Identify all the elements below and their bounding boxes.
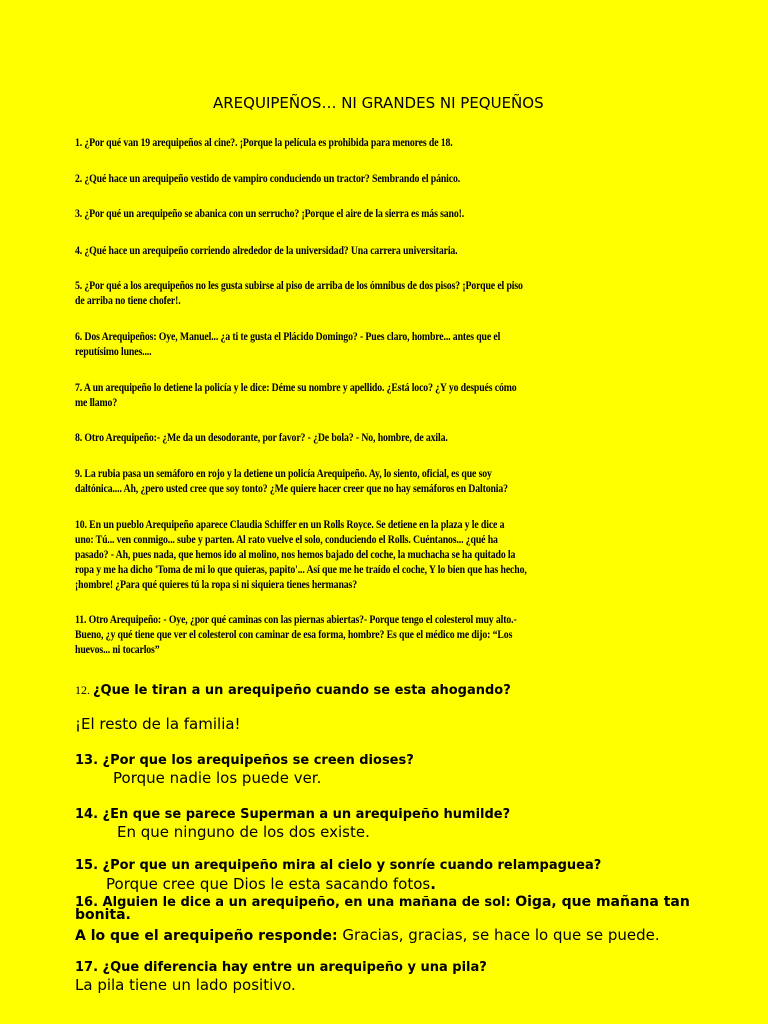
joke-item-5-line-1: 5. ¿Por qué a los arequipeños no les gusta subirse al piso de arriba de los ómnibus de dos pisos? ¡Porque el piso [75,280,523,292]
joke-item-14-question: 14. ¿En que se parece Superman a un arequipeño humilde? [75,807,511,822]
joke-item-12-text: ¿Que le tiran a un arequipeño cuando se esta ahogando? [93,683,511,698]
joke-item-5-line-2: de arriba no tiene chofer!. [75,295,181,307]
joke-item-16-lead: A lo que el arequipeño responde: [75,928,338,944]
joke-item-17-answer: La pila tiene un lado positivo. [75,976,296,994]
joke-item-9-line-1: 9. La rubia pasa un semáforo en rojo y la detiene un policía Arequipeño. Ay, lo siento, oficial, es que soy [75,468,492,480]
joke-item-7-line-2: me llamo? [75,397,118,409]
joke-item-12-question [75,679,511,698]
joke-item-16-answer-text: Gracias, gracias, se hace lo que se puede. [337,926,660,944]
joke-item-10-line-4: ropa y me ha dicho 'Toma de mi lo que quieras, papito'... Así que me he traído el coche, Y lo bien que has hecho, [75,564,527,576]
joke-item-10-line-2: uno: Tú... ven conmigo... sube y parten. Al rato vuelve el solo, conduciendo el Rolls. Cuéntanos... ¿qué ha [75,534,498,546]
joke-item-11-line-1: 11. Otro Arequipeño: - Oye, ¿por qué caminas con las piernas abiertas?- Porque tengo el colesterol muy alto.- [75,614,517,626]
joke-item-11-line-2: Bueno, ¿y qué tiene que ver el colesterol con caminar de esa forma, hombre? Es que el médico me dijo: “Los [75,629,513,641]
joke-item-2: 2. ¿Qué hace un arequipeño vestido de vampiro conduciendo un tractor? Sembrando el pánico. [75,173,461,185]
joke-item-13-question: 13. ¿Por que los arequipeños se creen dioses? [75,753,414,768]
joke-item-10-line-1: 10. En un pueblo Arequipeño aparece Claudia Schiffer en un Rolls Royce. Se detiene en la plaza y le dice a [75,519,505,531]
joke-item-16-question-c: bonita. [75,907,131,923]
joke-item-12-number: 12. [75,683,93,697]
joke-item-15-question: 15. ¿Por que un arequipeño mira al cielo y sonríe cuando relampaguea? [75,858,602,873]
joke-item-1: 1. ¿Por qué van 19 arequipeños al cine?. ¡Porque la película es prohibida para menores de 18. [75,137,453,149]
joke-item-13-answer: Porque nadie los puede ver. [113,769,322,787]
joke-item-16-question-a: 16. Alguien le dice a un arequipeño, en una mañana de sol: [75,895,516,910]
joke-item-11-line-3: huevos... ni tocarlos” [75,644,160,656]
page-title: AREQUIPEÑOS… NI GRANDES NI PEQUEÑOS [213,94,544,112]
joke-item-16-question [75,891,690,910]
joke-item-16-answer [75,925,660,944]
joke-item-4: 4. ¿Qué hace un arequipeño corriendo alrededor de la universidad? Una carrera universitaria. [75,245,458,257]
joke-item-10-line-5: ¡hombre! ¿Para qué quieres tú la ropa si ni siquiera tienes hermanas? [75,579,357,591]
joke-item-15-answer-text: Porque cree que Dios le esta sacando fotos [106,875,431,893]
joke-item-17-question: 17. ¿Que diferencia hay entre un arequipeño y una pila? [75,960,487,975]
joke-item-7-line-1: 7. A un arequipeño lo detiene la policía y le dice: Déme su nombre y apellido. ¿Está loco? ¿Y yo después cómo [75,382,517,394]
joke-item-14-answer: En que ninguno de los dos existe. [117,823,370,841]
joke-item-6-line-2: reputísimo lunes.... [75,346,152,358]
joke-item-10-line-3: pasado? - Ah, pues nada, que hemos ido al molino, nos hemos bajado del coche, la muchacha se ha quitado la [75,549,516,561]
joke-item-6-line-1: 6. Dos Arequipeños: Oye, Manuel... ¿a ti te gusta el Plácido Domingo? - Pues claro, hombre... antes que el [75,331,501,343]
joke-item-3: 3. ¿Por qué un arequipeño se abanica con un serrucho? ¡Porque el aire de la sierra es más sano!. [75,208,465,220]
joke-item-8: 8. Otro Arequipeño:- ¿Me da un desodorante, por favor? - ¿De bola? - No, hombre, de axila. [75,432,448,444]
joke-item-12-answer: ¡El resto de la familia! [75,715,241,733]
joke-item-16-question-b: Oiga, que mañana tan [515,894,690,910]
joke-item-15-answer-period: . [430,875,436,893]
joke-item-9-line-2: daltónica.... Ah, ¿pero usted cree que soy tonto? ¿Me quiere hacer creer que no hay semáforos en Daltonia? [75,483,508,495]
